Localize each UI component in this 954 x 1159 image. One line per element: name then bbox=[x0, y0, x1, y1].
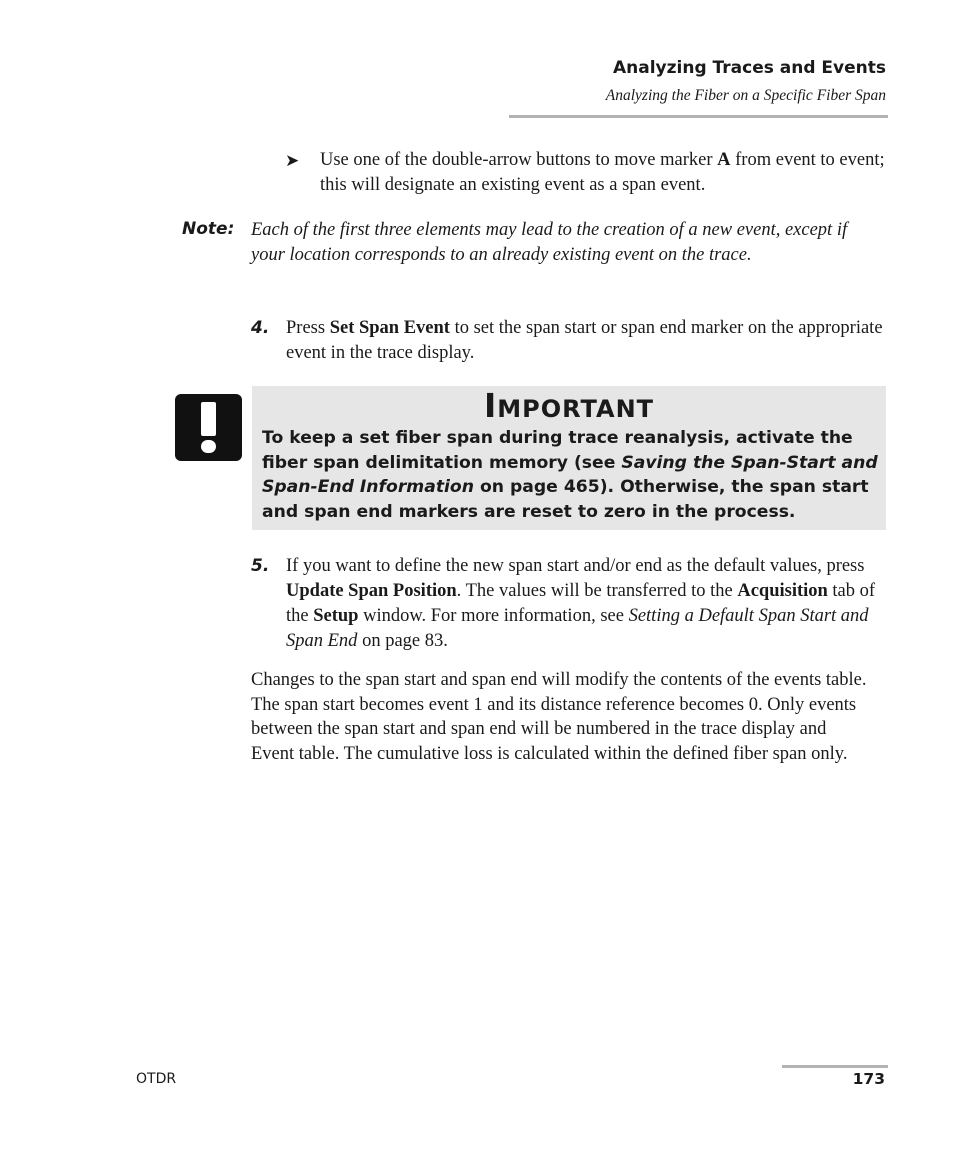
step-number: 5. bbox=[251, 556, 270, 576]
bullet-item bbox=[285, 148, 885, 198]
marker-a-label: A bbox=[717, 150, 731, 170]
page-number: 173 bbox=[852, 1070, 885, 1088]
header-subtitle: Analyzing the Fiber on a Specific Fiber Span bbox=[605, 87, 886, 104]
important-title: IMPORTANT bbox=[483, 386, 655, 425]
bullet-text: Use one of the double-arrow buttons to move marker A from event to event; this will designate an existing event as a span event. bbox=[320, 150, 885, 195]
acquisition-tab-label: Acquisition bbox=[737, 581, 828, 601]
step-4 bbox=[251, 316, 887, 366]
footer-product: OTDR bbox=[136, 1071, 177, 1087]
important-exclamation-icon bbox=[175, 394, 242, 461]
arrow-bullet-icon: ➤ bbox=[285, 151, 300, 170]
step-text: If you want to define the new span start and/or end as the default values, press Update Span Position. The values will be transferred to the Acquisition tab of the Setup window. For more information, see Setting a Default Span Start and Span End on page 83. bbox=[286, 556, 876, 651]
note-label: Note: bbox=[182, 219, 235, 239]
footer-rule bbox=[782, 1065, 888, 1068]
header-rule bbox=[509, 115, 888, 118]
cross-reference-link[interactable]: Saving the Span-Start and Span-End Information bbox=[262, 452, 878, 497]
body-paragraph: Changes to the span start and span end will modify the contents of the events table. The span start becomes event 1 and its distance reference becomes 0. Only events between the span start and span end will be numbered in the trace display and Event table. The cumulative loss is calculated within the defined fiber span only. bbox=[251, 670, 867, 765]
important-box bbox=[252, 386, 886, 530]
set-span-event-label: Set Span Event bbox=[329, 318, 450, 338]
important-text: To keep a set fiber span during trace reanalysis, activate the fiber span delimitation memory (see Saving the Span-Start and Span-End Information on page 465). Otherwise, the span start and span end markers are reset to zero in the process. bbox=[262, 428, 878, 522]
header-title: Analyzing Traces and Events bbox=[612, 58, 886, 78]
step-number: 4. bbox=[251, 318, 270, 338]
step-5 bbox=[251, 554, 887, 654]
setup-window-label: Setup bbox=[313, 606, 359, 626]
update-span-position-label: Update Span Position bbox=[286, 581, 457, 601]
cross-reference-link[interactable]: Setting a Default Span Start and Span End bbox=[286, 606, 869, 651]
step-text: Press Set Span Event to set the span start or span end marker on the appropriate event in the trace display. bbox=[286, 318, 883, 363]
note-text: Each of the first three elements may lead to the creation of a new event, except if your location corresponds to an already existing event on the trace. bbox=[251, 220, 848, 265]
